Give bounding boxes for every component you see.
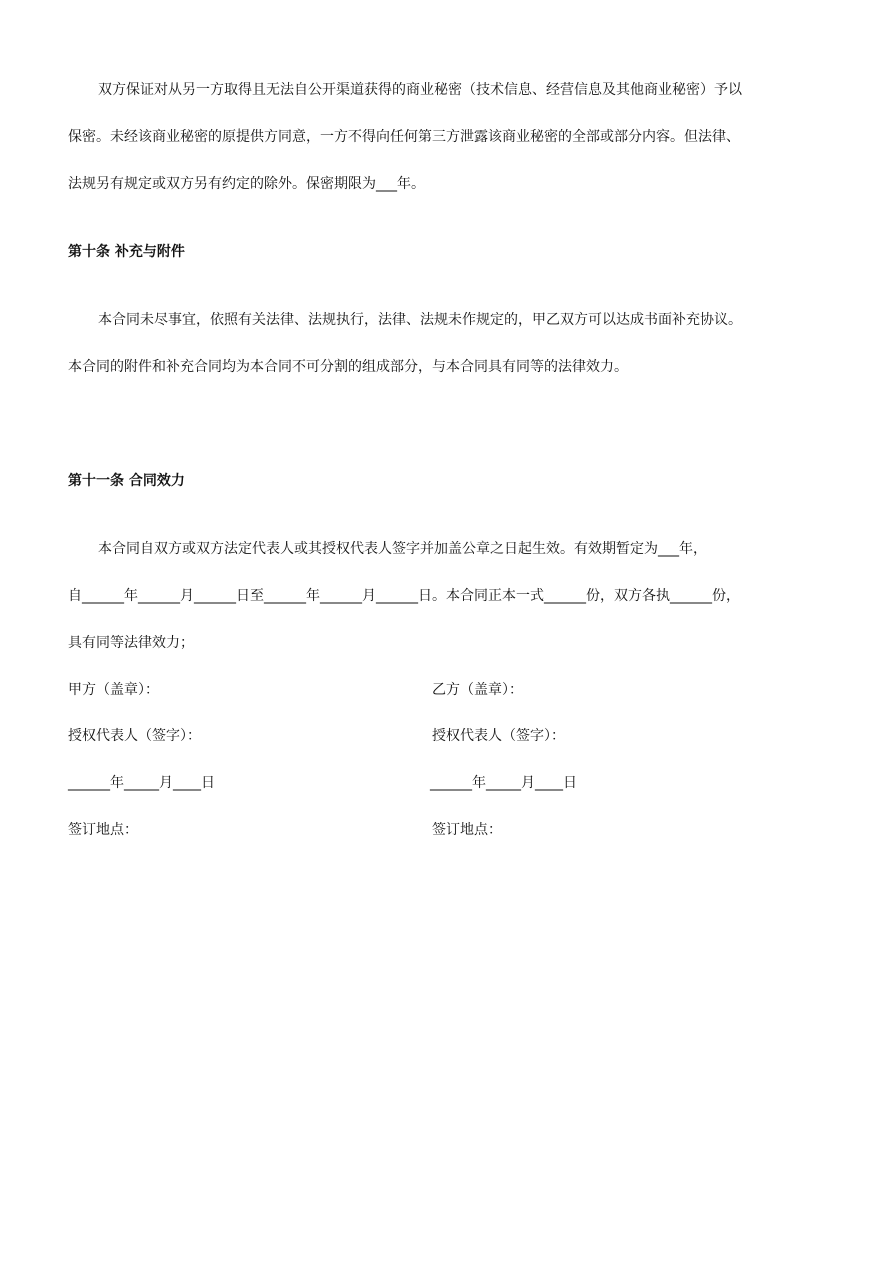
party-a-representative: 授权代表人（签字）： bbox=[68, 728, 201, 744]
party-a-place: 签订地点： bbox=[68, 822, 138, 838]
party-b-seal: 乙方（盖章）： bbox=[432, 682, 523, 698]
confidentiality-line-2: 保密。未经该商业秘密的原提供方同意，一方不得向任何第三方泄露该商业秘密的全部或部分内容。但法律、 bbox=[68, 129, 740, 145]
article-11-line-1: 本合同自双方或双方法定代表人或其授权代表人签字并加盖公章之日起生效。有效期暂定为___年， bbox=[98, 541, 707, 557]
confidentiality-line-3: 法规另有规定或双方另有约定的除外。保密期限为___年。 bbox=[68, 176, 425, 192]
party-b-representative: 授权代表人（签字）： bbox=[432, 728, 565, 744]
article-10-heading: 第十条 补充与附件 bbox=[68, 244, 185, 260]
article-10-line-1: 本合同未尽事宜，依照有关法律、法规执行，法律、法规未作规定的，甲乙双方可以达成书面补充协议。 bbox=[98, 312, 742, 328]
party-a-seal: 甲方（盖章）： bbox=[68, 682, 159, 698]
article-10-line-2: 本合同的附件和补充合同均为本合同不可分割的组成部分，与本合同具有同等的法律效力。 bbox=[68, 359, 628, 375]
party-b-place: 签订地点： bbox=[432, 822, 502, 838]
article-11-line-2: 自______年______月______日至______年______月______日。本合同正本一式______份，双方各执______份， bbox=[68, 588, 740, 604]
article-11-line-3: 具有同等法律效力； bbox=[68, 635, 194, 651]
article-11-heading: 第十一条 合同效力 bbox=[68, 473, 185, 489]
party-b-date: ______年_____月____日 bbox=[430, 775, 577, 791]
party-a-date: ______年_____月____日 bbox=[68, 775, 215, 791]
confidentiality-line-1: 双方保证对从另一方取得且无法自公开渠道获得的商业秘密（技术信息、经营信息及其他商业秘密）予以 bbox=[98, 82, 742, 98]
